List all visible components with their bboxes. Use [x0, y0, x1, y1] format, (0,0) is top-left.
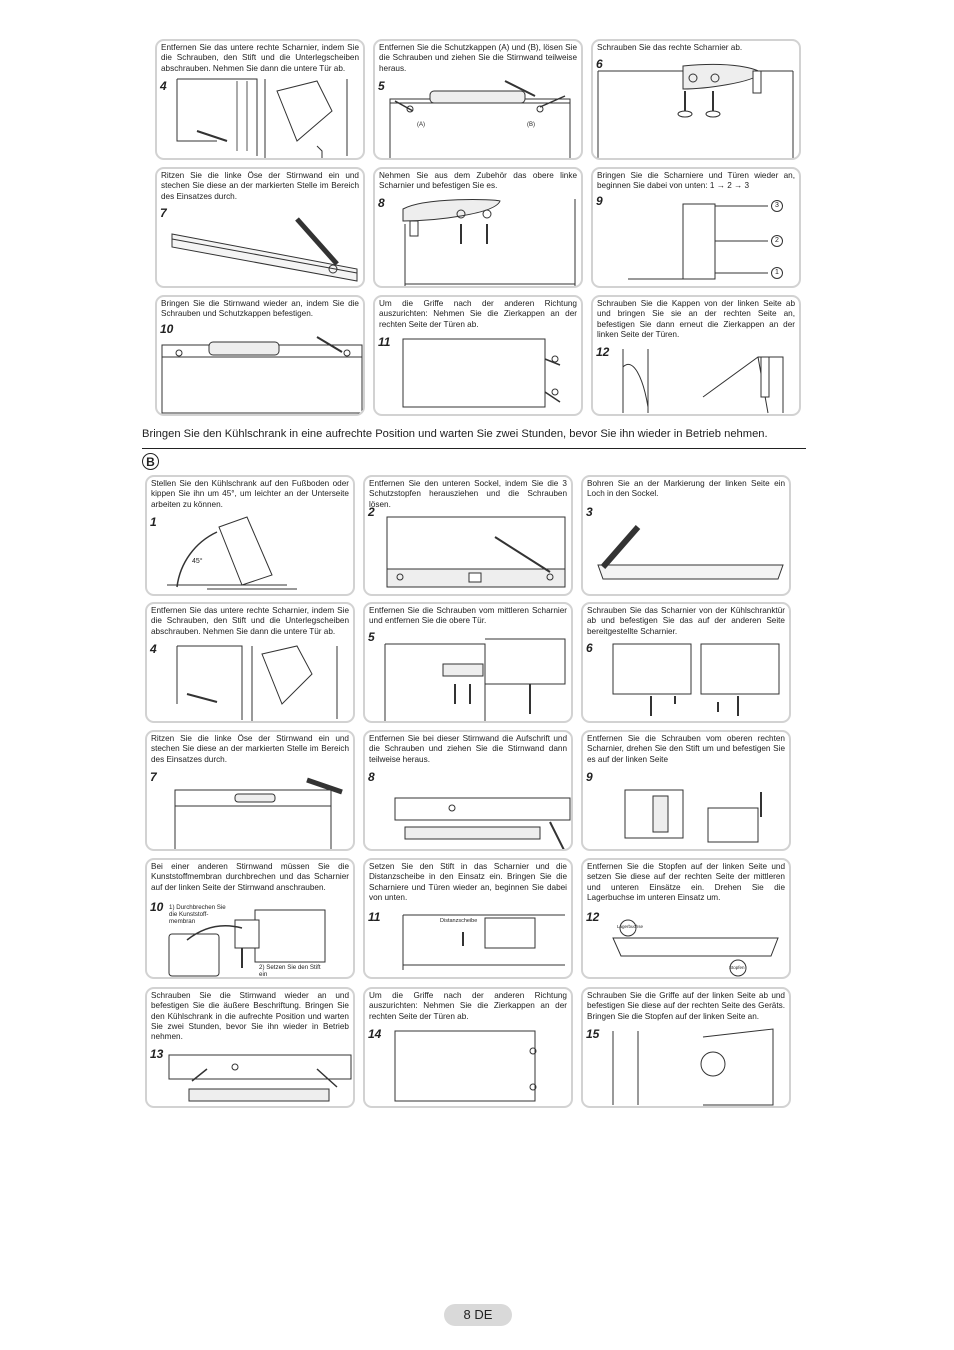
page-number: 8 DE	[444, 1304, 512, 1326]
step-card	[581, 730, 791, 851]
step-text: Entfernen Sie die Schrauben vom mittleren Scharnier und entfernen Sie die obere Tür.	[369, 606, 567, 626]
step-card	[373, 39, 583, 160]
angle-label: 45°	[192, 558, 203, 565]
step-number: 8	[378, 196, 385, 210]
step-text: Entfernen Sie die Schutzkappen (A) und (B), lösen Sie die Schrauben und ziehen Sie die Stirnwand teilweise heraus.	[379, 43, 577, 73]
step-card	[145, 858, 355, 979]
circle-label: 2	[771, 235, 783, 247]
step-text: Schrauben Sie die Kappen von der linken Seite ab und bringen Sie sie an der rechten Seite an, befestigen Sie dann erneut die Zierkappen an der linken Seite der Türen.	[597, 299, 795, 339]
step-number: 6	[586, 641, 593, 655]
step-card	[145, 730, 355, 851]
step-text: Schrauben Sie die Stirnwand wieder an und befestigen Sie die äußere Beschriftung. Bringen Sie den Kühlschrank in die aufrechte Position und warten Sie zwei Stunden, bevor Sie ihn wieder in Betrieb nehmen.	[151, 991, 349, 1042]
label-bushing: Lagerbuchse	[617, 924, 644, 929]
step-text: Entfernen Sie den unteren Sockel, indem Sie die 3 Schutzstopfen herausziehen und die Schrauben lösen.	[369, 479, 567, 509]
upright-note: Bringen Sie den Kühlschrank in eine aufrechte Position und warten Sie zwei Stunden, bevor Sie ihn wieder in Betrieb nehmen.	[142, 428, 768, 440]
step-number: 12	[596, 345, 610, 359]
step-card	[145, 987, 355, 1108]
step-card	[363, 475, 573, 596]
step-text: Schrauben Sie das rechte Scharnier ab.	[597, 43, 743, 52]
step-text: Entfernen Sie bei dieser Stirnwand die Aufschrift und die Schrauben und ziehen Sie die Stirnwand dann teilweise heraus.	[369, 734, 567, 764]
label-plug: Stopfen	[729, 965, 745, 970]
step-text: Bei einer anderen Stirnwand müssen Sie die Kunststoffmembran durchbrechen und das Scharnier auf der linken Seite der Stirnwand anschrauben.	[151, 862, 349, 892]
step-card	[155, 39, 365, 160]
step-card	[145, 602, 355, 723]
step-card	[363, 730, 573, 851]
step-text: Bringen Sie die Scharniere und Türen wieder an, beginnen Sie dabei von unten: 1 → 2 → 3	[597, 171, 795, 191]
step-text: Entfernen Sie das untere rechte Scharnier, indem Sie die Schrauben, den Stift und die Unterlegscheiben abschrauben. Nehmen Sie dann die untere Tür ab.	[161, 43, 359, 73]
step-text: Ritzen Sie die linke Öse der Stirnwand ein und stechen Sie diese an der markierten Stelle im Bereich des Einsatzes durch.	[151, 734, 349, 764]
section-b-label: B	[142, 453, 159, 470]
step-card	[363, 987, 573, 1108]
section-divider	[142, 448, 806, 449]
step-number: 13	[150, 1047, 164, 1061]
step-text: Stellen Sie den Kühlschrank auf den Fußboden oder kippen Sie ihn um 45°, um leichter an der Unterseite arbeiten zu können.	[151, 479, 349, 509]
step-text: Ritzen Sie die linke Öse der Stirnwand ein und stechen Sie diese an der markierten Stelle im Bereich des Einsatzes durch.	[161, 171, 359, 201]
step-card	[373, 167, 583, 288]
step-card	[591, 167, 801, 288]
step-card	[581, 987, 791, 1108]
step-number: 11	[378, 335, 391, 349]
step-number: 5	[368, 630, 375, 644]
step-text: Entfernen Sie das untere rechte Scharnier, indem Sie die Schrauben, den Stift und die Unterlegscheiben abschrauben. Nehmen Sie dann die untere Tür ab.	[151, 606, 349, 636]
step-number: 10	[150, 900, 164, 914]
step-number: 4	[160, 79, 167, 93]
step-card	[581, 858, 791, 979]
callout-break-membrane: 1) Durchbrechen Sie die Kunststoff-membran	[169, 904, 226, 925]
label-a: (A)	[417, 122, 425, 128]
step-number: 9	[596, 194, 603, 208]
step-text: Um die Griffe nach der anderen Richtung auszurichten: Nehmen Sie die Zierkappen an der rechten Seite der Türen ab.	[369, 991, 567, 1021]
step-number: 11	[368, 910, 381, 924]
label-spacer: Distanzscheibe	[440, 918, 478, 924]
label-b: (B)	[527, 122, 535, 128]
step-number: 9	[586, 770, 593, 784]
step-text: Entfernen Sie die Stopfen auf der linken Seite und setzen Sie diese auf der rechten Seite der mittleren und unteren Einsätze ein. Drehen Sie die Lagerbuchse im unteren Einsatz um.	[587, 862, 785, 902]
step-text: Schrauben Sie die Griffe auf der linken Seite ab und befestigen Sie diese auf der rechten Seite des Geräts. Bringen Sie die Stopfen auf der linken Seite an.	[587, 991, 785, 1021]
step-card	[363, 858, 573, 979]
step-card	[581, 602, 791, 723]
step-number: 14	[368, 1027, 382, 1041]
step-number: 12	[586, 910, 600, 924]
step-number: 15	[586, 1027, 600, 1041]
step-number: 4	[150, 642, 157, 656]
step-text: Nehmen Sie aus dem Zubehör das obere linke Scharnier und befestigen Sie es.	[379, 171, 577, 191]
step-text: Um die Griffe nach der anderen Richtung auszurichten: Nehmen Sie die Zierkappen an der rechten Seite der Türen ab.	[379, 299, 577, 329]
circle-label: 1	[771, 267, 783, 279]
step-illustration	[593, 41, 801, 160]
step-number: 6	[596, 57, 603, 71]
step-text: Bohren Sie an der Markierung der linken Seite ein Loch in den Sockel.	[587, 479, 785, 499]
step-card	[155, 167, 365, 288]
step-number: 5	[378, 79, 385, 93]
step-text: Bringen Sie die Stirnwand wieder an, indem Sie die Schrauben und Schutzkappen befestigen.	[161, 299, 359, 319]
step-card	[581, 475, 791, 596]
step-number: 1	[150, 515, 157, 529]
step-number: 2	[368, 505, 375, 519]
step-text: Schrauben Sie das Scharnier von der Kühlschranktür ab und befestigen Sie das auf der anderen Seite bereitgestellte Scharnier.	[587, 606, 785, 636]
step-card	[145, 475, 355, 596]
step-text: Setzen Sie den Stift in das Scharnier und die Distanzscheibe in den Einsatz ein. Bringen Sie die Scharniere und Türen wieder an, beginnen Sie dabei von unten.	[369, 862, 567, 902]
step-card	[373, 295, 583, 416]
step-number: 7	[150, 770, 157, 784]
step-number: 8	[368, 770, 375, 784]
step-card	[363, 602, 573, 723]
step-text: Entfernen Sie die Schrauben vom oberen rechten Scharnier, drehen Sie den Stift um und befestigen Sie es auf der linken Seite	[587, 734, 785, 764]
circle-label: 3	[771, 200, 783, 212]
step-card	[591, 295, 801, 416]
step-number: 7	[160, 206, 167, 220]
callout-insert-pin: 2) Setzen Sie den Stift ein	[259, 964, 321, 978]
step-card	[591, 39, 801, 160]
step-card	[155, 295, 365, 416]
step-number: 3	[586, 505, 593, 519]
step-number: 10	[160, 322, 174, 336]
